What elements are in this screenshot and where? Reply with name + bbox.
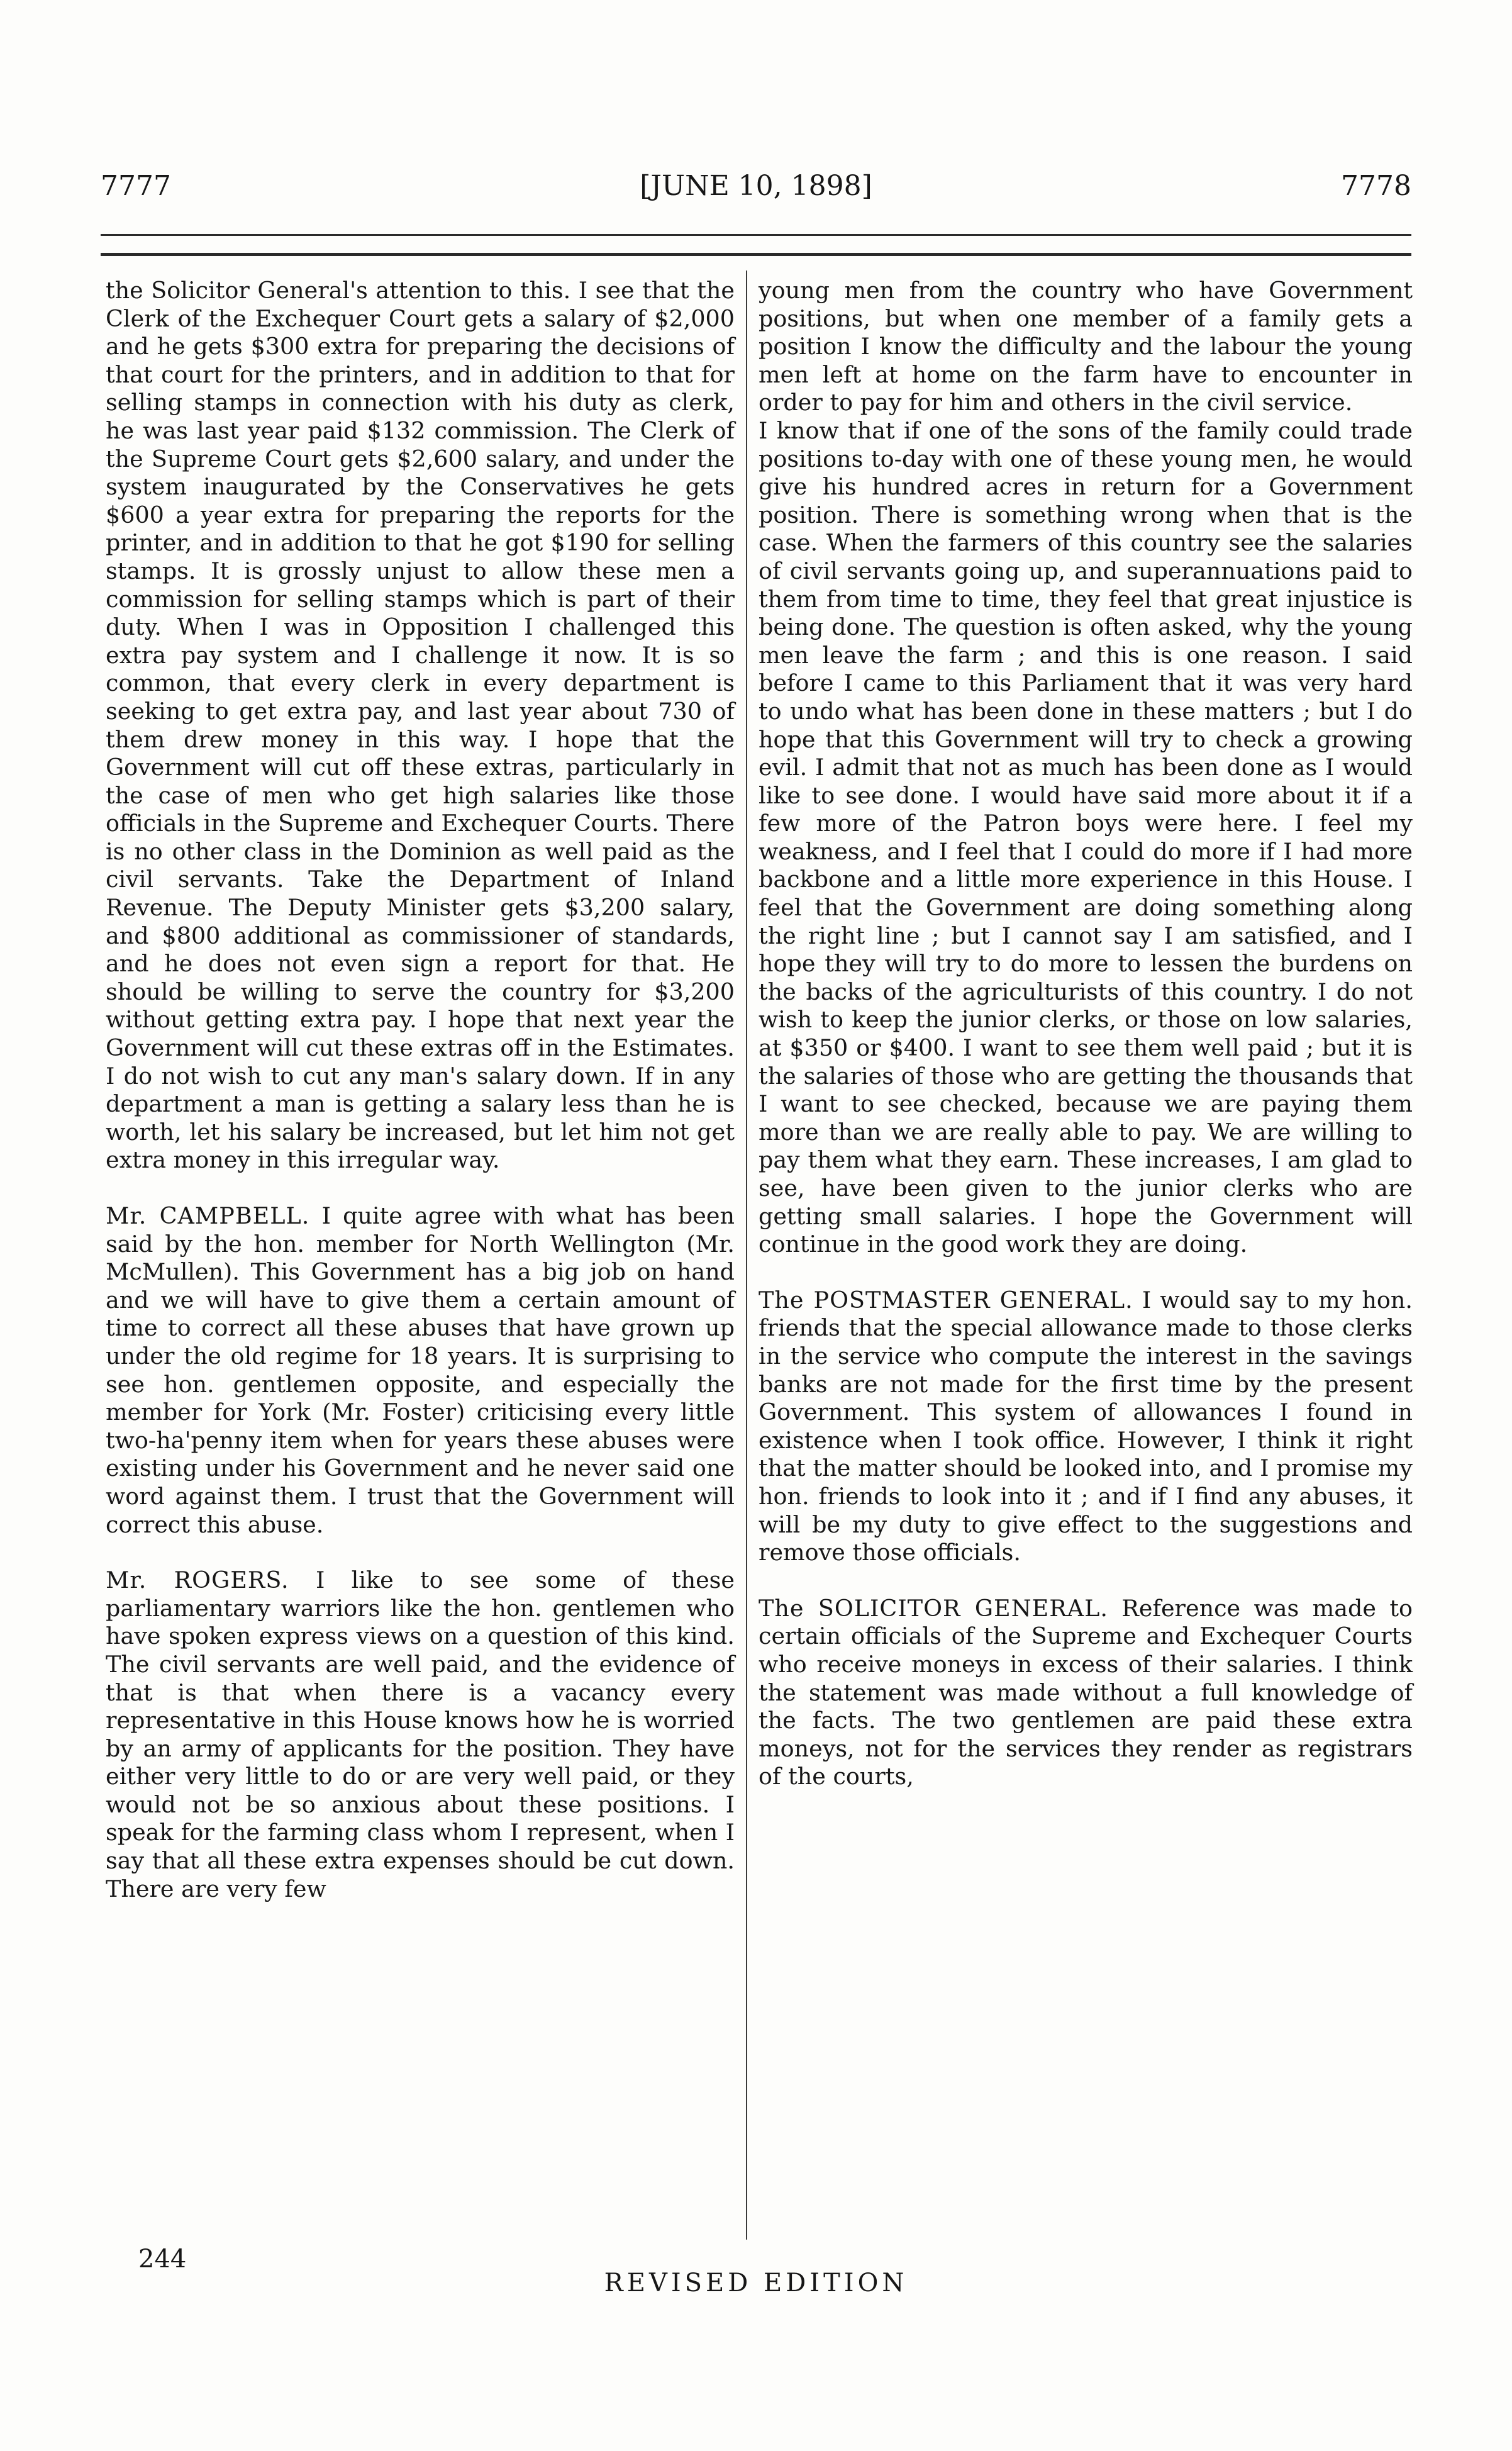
right-column bbox=[759, 277, 1413, 1791]
left-paragraph-3 bbox=[106, 1566, 735, 1903]
right-page-number: 7778 bbox=[1341, 170, 1411, 202]
folio-number: 244 bbox=[138, 2245, 187, 2274]
speech-text: Reference was made to certain officials of the Supreme and Exchequer Courts who receive moneys in excess of their salaries. I think the statement was made without a full knowledge of the facts. The two gentlemen are paid these extra moneys, not for the services they render as registrars of the courts, bbox=[759, 1594, 1413, 1790]
left-page-number: 7777 bbox=[101, 170, 171, 202]
header-rule-top bbox=[101, 234, 1411, 236]
right-paragraph-3 bbox=[759, 1287, 1413, 1567]
right-paragraph-4 bbox=[759, 1595, 1413, 1791]
speech-text: I would say to my hon. friends that the special allowance made to those clerks in the service who compute the interest in the savings banks are not made for the first time by the present Government. This system of allowances I found in existence when I took office. However, I think it right that the matter should be looked into, and I promise my hon. friends to look into it ; and if I find any abuses, it will be my duty to give effect to the suggestions and remove those officials. bbox=[759, 1286, 1413, 1566]
left-paragraph-1: the Solicitor General's attention to this. I see that the Clerk of the Exchequer Court gets a salary of $2,000 and he gets $300 extra for preparing the decisions of that court for the printers, and in addition to that for selling stamps in connection with his duty as clerk, he was last year paid $132 commission. The Clerk of the Supreme Court gets $2,600 salary, and under the system inaugurated by the Conservatives he gets $600 a year extra for preparing the reports for the printer, and in addition to that he got $190 for selling stamps. It is grossly unjust to allow these men a commission for selling stamps which is part of their duty. When I was in Opposition I challenged this extra pay system and I challenge it now. It is so common, that every clerk in every department is seeking to get extra pay, and last year about 730 of them drew money in this way. I hope that the Government will cut off these extras, particularly in the case of men who get high salaries like those officials in the Supreme and Exchequer Courts. There is no other class in the Dominion as well paid as the civil servants. Take the Department of Inland Revenue. The Deputy Minister gets $3,200 salary, and $800 additional as commissioner of standards, and he does not even sign a report for that. He should be willing to serve the country for $3,200 without getting extra pay. I hope that next year the Government will cut these extras off in the Estimates. I do not wish to cut any man's salary down. If in any department a man is getting a salary less than he is worth, let his salary be increased, but let him not get extra money in this irregular way. bbox=[106, 277, 735, 1174]
speech-text: I quite agree with what has been said by the hon. member for North Wellington (Mr. McMullen). This Government has a big job on hand and we will have to give them a certain amount of time to correct all these abuses that have grown up under the old regime for 18 years. It is surprising to see hon. gentlemen opposite, and especially the member for York (Mr. Foster) criticising every little two-ha'penny item when for years these abuses were existing under his Government and he never said one word against them. I trust that the Government will correct this abuse. bbox=[106, 1202, 735, 1538]
edition-footer: REVISED EDITION bbox=[604, 2269, 908, 2297]
speaker-name: Mr. ROGERS. bbox=[106, 1566, 289, 1594]
left-column bbox=[106, 277, 735, 1903]
header-date: [JUNE 10, 1898] bbox=[640, 170, 872, 202]
speaker-name: The SOLICITOR GENERAL. bbox=[759, 1594, 1108, 1622]
page-header bbox=[101, 170, 1411, 214]
speaker-name: The POSTMASTER GENERAL. bbox=[759, 1286, 1133, 1314]
speech-text: I like to see some of these parliamentary warriors like the hon. gentlemen who have spoken express views on a question of this kind. The civil servants are well paid, and the evidence of that is that when there is a vacancy every representative in this House knows how he is worried by an army of applicants for the position. They have either very little to do or are very well paid, or they would not be so anxious about these positions. I speak for the farming class whom I represent, when I say that all these extra expenses should be cut down. There are very few bbox=[106, 1566, 735, 1902]
right-paragraph-2: I know that if one of the sons of the family could trade positions to-day with one of these young men, he would give his hundred acres in return for a Government position. There is something wrong when that is the case. When the farmers of this country see the salaries of civil servants going up, and superannuations paid to them from time to time, they feel that great injustice is being done. The question is often asked, why the young men leave the farm ; and this is one reason. I said before I came to this Parliament that it was very hard to undo what has been done in these matters ; but I do hope that this Government will try to check a growing evil. I admit that not as much has been done as I would like to see done. I would have said more about it if a few more of the Patron boys were here. I feel my weakness, and I feel that I could do more if I had more backbone and a little more experience in this House. I feel that the Government are doing something along the right line ; but I cannot say I am satisfied, and I hope they will try to do more to lessen the burdens on the backs of the agriculturists of this country. I do not wish to keep the junior clerks, or those on low salaries, at $350 or $400. I want to see them well paid ; but it is the salaries of those who are getting the thousands that I want to see checked, because we are paying them more than we are really able to pay. We are willing to pay them what they earn. These increases, I am glad to see, have been given to the junior clerks who are getting small salaries. I hope the Government will continue in the good work they are doing. bbox=[759, 416, 1413, 1258]
column-divider bbox=[746, 271, 747, 2240]
left-paragraph-2 bbox=[106, 1202, 735, 1539]
right-paragraph-1: young men from the country who have Government positions, but when one member of a family gets a position I know the difficulty and the labour the young men left at home on the farm have to encounter in order to pay for him and others in the civil service. bbox=[759, 277, 1413, 416]
speaker-name: Mr. CAMPBELL. bbox=[106, 1202, 310, 1229]
header-rule-bottom bbox=[101, 253, 1411, 256]
